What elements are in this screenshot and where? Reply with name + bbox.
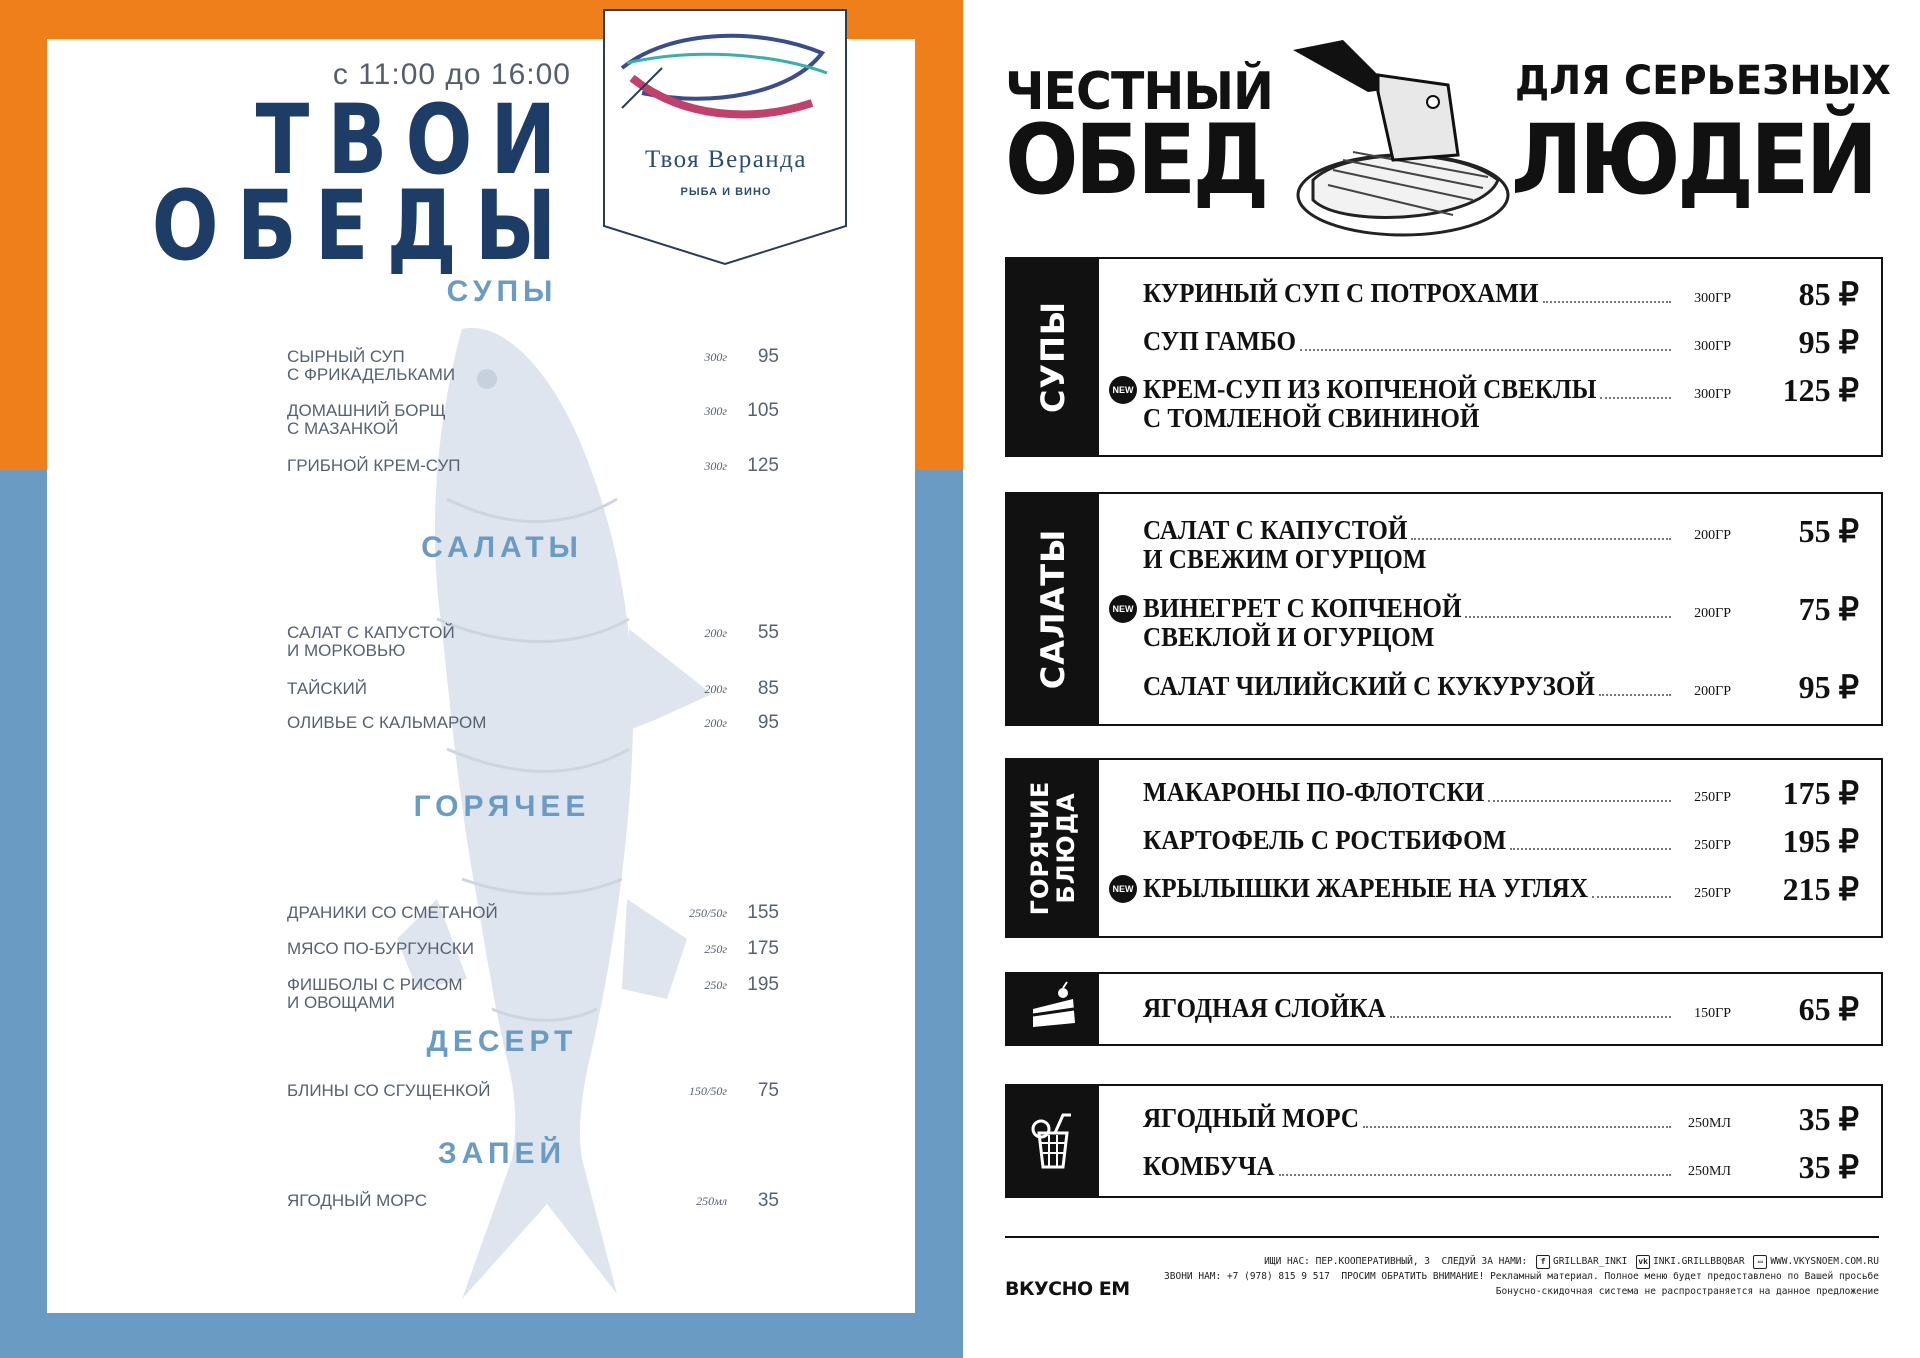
menu-item (287, 902, 779, 944)
item-weight: 250/50г (688, 906, 727, 920)
item-price: 95 (757, 712, 779, 733)
row-price: 55 ₽ (1798, 513, 1859, 549)
dot-leader (1543, 299, 1671, 303)
row-name: СУП ГАМБО (1143, 326, 1297, 356)
row-weight: 250ГР (1694, 886, 1731, 901)
section-title: ДЕСЕРТ (426, 1025, 578, 1058)
cake-icon (1023, 979, 1083, 1039)
right-menu (963, 0, 1920, 1358)
row-price: 65 ₽ (1798, 991, 1859, 1027)
item-price: 195 (747, 974, 779, 995)
menu-row (1112, 871, 1863, 930)
item-weight: 300г (704, 459, 727, 473)
header-left-small: ЧЕСТНЫЙ (1005, 62, 1273, 122)
opening-hours: с 11:00 до 16:00 (332, 58, 571, 91)
menu-block (1005, 972, 1883, 1046)
row-name: КУРИНЫЙ СУП С ПОТРОХАМИ (1143, 278, 1539, 308)
menu-block (1005, 257, 1883, 457)
block-tab-label: ГОРЯЧИЕ БЛЮДА (1026, 780, 1080, 916)
row-weight: 200ГР (1694, 684, 1731, 699)
section-title: САЛАТЫ (421, 531, 583, 564)
row-weight: 150ГР (1694, 1006, 1731, 1021)
new-badge: NEW (1109, 595, 1137, 623)
menu-title-line1: ТВОИ (255, 84, 574, 196)
menu-row (1112, 591, 1863, 652)
row-price: 175 ₽ (1782, 775, 1859, 811)
item-weight: 150/50г (688, 1084, 727, 1098)
new-badge: NEW (1109, 376, 1137, 404)
item-weight: 200г (704, 716, 727, 730)
menu-item (287, 938, 779, 980)
row-price: 95 ₽ (1798, 669, 1859, 705)
dot-leader (1390, 1014, 1671, 1018)
dot-leader (1363, 1124, 1671, 1128)
item-price: 55 (757, 622, 779, 643)
footer-line-2 (1133, 1269, 1879, 1284)
row-weight: 250МЛ (1688, 1116, 1731, 1131)
block-tab (1007, 259, 1099, 455)
row-weight: 250ГР (1694, 790, 1731, 805)
item-price: 175 (747, 938, 779, 959)
dot-leader (1279, 1172, 1671, 1176)
footer-phone: ЗВОНИ НАМ: +7 (978) 815 9 517 (1164, 1271, 1330, 1282)
item-weight: 200г (704, 626, 727, 640)
item-price: 105 (747, 400, 779, 421)
block-tab-label: СУПЫ (1034, 300, 1072, 414)
logo-subtitle: РЫБА И ВИНО (680, 186, 772, 198)
footer-vk-handle[interactable]: INKI.GRILLBBQBAR (1653, 1256, 1745, 1267)
row-name: ЯГОДНАЯ СЛОЙКА (1143, 993, 1386, 1023)
item-weight: 300г (704, 350, 727, 364)
block-tab (1007, 974, 1099, 1044)
logo-name: Твоя Веранда (645, 146, 807, 173)
item-price: 75 (757, 1080, 779, 1101)
item-name: ТАЙСКИЙ (287, 679, 367, 698)
item-name: ДРАНИКИ СО СМЕТАНОЙ (287, 903, 498, 922)
item-name: СЫРНЫЙ СУП С ФРИКАДЕЛЬКАМИ (287, 347, 456, 384)
dot-leader (1510, 846, 1671, 850)
web-icon[interactable]: ▭ (1753, 1255, 1767, 1269)
row-weight: 250МЛ (1688, 1164, 1731, 1179)
header-right-small: ДЛЯ СЕРЬЕЗНЫХ (1515, 58, 1891, 104)
item-name: ДОМАШНИЙ БОРЩ С МАЗАНКОЙ (287, 401, 446, 438)
menu-title (151, 84, 574, 282)
row-price: 75 ₽ (1798, 591, 1859, 627)
item-price: 155 (747, 902, 779, 923)
item-name: БЛИНЫ СО СГУЩЕНКОЙ (287, 1081, 491, 1100)
menu-item (287, 455, 779, 497)
row-price: 35 ₽ (1798, 1149, 1859, 1185)
menu-item (287, 346, 779, 388)
dot-leader (1488, 798, 1671, 802)
row-name: КРЕМ-СУП ИЗ КОПЧЕНОЙ СВЕКЛЫ С ТОМЛЕНОЙ СВИНИНОЙ (1143, 374, 1597, 433)
item-weight: 200г (704, 682, 727, 696)
row-weight: 300ГР (1694, 387, 1731, 402)
section-title: ЗАПЕЙ (437, 1137, 567, 1170)
footer-website[interactable]: WWW.VKYSNOEM.COM.RU (1770, 1256, 1879, 1267)
item-name: МЯСО ПО-БУРГУНСКИ (287, 939, 474, 958)
menu-row (1143, 669, 1863, 728)
row-weight: 200ГР (1694, 528, 1731, 543)
row-name: КРЫЛЫШКИ ЖАРЕНЫЕ НА УГЛЯХ (1143, 873, 1588, 903)
cleaver-steak-illustration (1283, 30, 1513, 250)
item-name: ОЛИВЬЕ С КАЛЬМАРОМ (287, 713, 487, 732)
footer-line-3: Бонусно-скидочная система не распространяется на данное предложение (1495, 1286, 1879, 1297)
dot-leader (1465, 614, 1671, 618)
row-name: КАРТОФЕЛЬ С РОСТБИФОМ (1143, 825, 1507, 855)
header-left-big: ОБЕД (1005, 104, 1266, 216)
facebook-icon[interactable]: f (1536, 1255, 1550, 1269)
item-price: 125 (747, 455, 779, 476)
footer-notice: ПРОСИМ ОБРАТИТЬ ВНИМАНИЕ! Рекламный материал. Полное меню будет предоставлено по Вашей просьбе (1341, 1271, 1879, 1282)
section-title: ГОРЯЧЕЕ (413, 790, 591, 823)
dot-leader (1411, 536, 1671, 540)
new-badge: NEW (1109, 875, 1137, 903)
dot-leader (1300, 347, 1671, 351)
footer-address: ИЩИ НАС: ПЕР.КООПЕРАТИВНЫЙ, 3 (1264, 1256, 1430, 1267)
item-price: 95 (757, 346, 779, 367)
dot-leader (1600, 395, 1671, 399)
row-weight: 300ГР (1694, 291, 1731, 306)
menu-item (287, 974, 779, 1016)
menu-item (287, 400, 779, 442)
menu-row (1112, 372, 1863, 433)
footer-fb-handle[interactable]: GRILLBAR_INKI (1552, 1256, 1628, 1267)
block-tab (1007, 494, 1099, 724)
vk-icon[interactable]: vk (1636, 1255, 1650, 1269)
row-name: ЯГОДНЫЙ МОРС (1143, 1103, 1360, 1133)
menu-title-line2: ОБЕДЫ (151, 170, 574, 282)
footer-divider (1005, 1236, 1879, 1238)
logo-badge (602, 8, 848, 266)
row-price: 85 ₽ (1798, 276, 1859, 312)
block-tab (1007, 760, 1099, 936)
row-weight: 250ГР (1694, 838, 1731, 853)
block-tab-label: САЛАТЫ (1034, 528, 1072, 690)
row-weight: 200ГР (1694, 606, 1731, 621)
item-weight: 250мл (696, 1194, 727, 1208)
item-weight: 300г (704, 404, 727, 418)
row-name: КОМБУЧА (1143, 1151, 1275, 1181)
item-weight: 250г (704, 978, 727, 992)
logo-shield-shape (602, 8, 848, 266)
item-price: 85 (757, 678, 779, 699)
menu-item (287, 712, 779, 754)
dot-leader (1592, 894, 1671, 898)
row-price: 95 ₽ (1798, 324, 1859, 360)
block-tab (1007, 1086, 1099, 1196)
menu-block (1005, 492, 1883, 726)
row-price: 35 ₽ (1798, 1101, 1859, 1137)
menu-row (1143, 1149, 1863, 1208)
drink-icon (1023, 1111, 1083, 1171)
item-name: ФИШБОЛЫ С РИСОМ И ОВОЩАМИ (287, 975, 463, 1012)
menu-item (287, 622, 779, 664)
section-title: СУПЫ (446, 275, 558, 308)
menu-block (1005, 758, 1883, 938)
header-right-big: ЛЮДЕЙ (1511, 104, 1875, 216)
footer-follow: СЛЕДУЙ ЗА НАМИ: (1441, 1256, 1528, 1267)
row-price: 195 ₽ (1782, 823, 1859, 859)
row-weight: 300ГР (1694, 339, 1731, 354)
row-name: МАКАРОНЫ ПО-ФЛОТСКИ (1143, 777, 1485, 807)
dot-leader (1599, 692, 1671, 696)
item-weight: 250г (704, 942, 727, 956)
item-name: ЯГОДНЫЙ МОРС (287, 1191, 427, 1210)
row-price: 215 ₽ (1782, 871, 1859, 907)
menu-block (1005, 1084, 1883, 1198)
menu-row (1143, 513, 1863, 574)
footer-info (1133, 1254, 1879, 1299)
menu-row (1143, 991, 1863, 1050)
item-name: САЛАТ С КАПУСТОЙ И МОРКОВЬЮ (287, 623, 455, 660)
footer-line-1 (1133, 1254, 1879, 1269)
row-name: САЛАТ ЧИЛИЙСКИЙ С КУКУРУЗОЙ (1143, 671, 1595, 701)
menu-item (287, 1080, 779, 1122)
footer-brand: ВКУСНО ЕМ (1005, 1278, 1130, 1300)
item-price: 35 (757, 1190, 779, 1211)
row-name: САЛАТ С КАПУСТОЙ И СВЕЖИМ ОГУРЦОМ (1143, 515, 1427, 574)
row-name: ВИНЕГРЕТ С КОПЧЕНОЙ СВЕКЛОЙ И ОГУРЦОМ (1143, 593, 1462, 652)
row-price: 125 ₽ (1782, 372, 1859, 408)
item-name: ГРИБНОЙ КРЕМ-СУП (287, 456, 461, 475)
menu-item (287, 1190, 779, 1232)
